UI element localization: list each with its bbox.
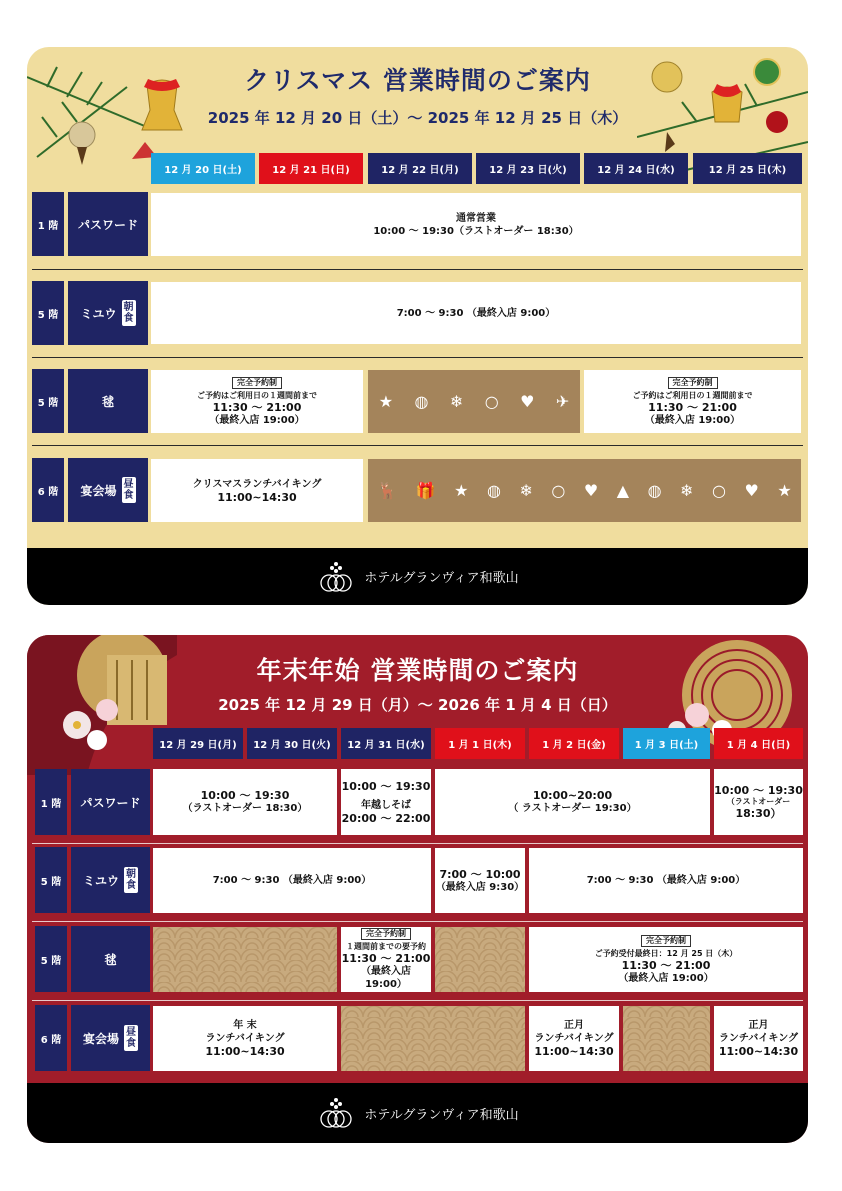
restaurant-name-text: 毬	[104, 952, 117, 967]
heart-icon: ♥	[520, 392, 535, 411]
floor-label: 5 階	[35, 847, 67, 913]
star-icon: ★	[454, 481, 469, 500]
star-icon: ★	[777, 481, 792, 500]
day-header: 12 月 29 日(月)	[153, 728, 243, 759]
hours-text: 11:30 ～ 21:00	[621, 958, 711, 972]
hours-text: 年 末	[233, 1020, 257, 1031]
reservation-tag: 完全予約制	[641, 935, 691, 947]
newyear-hours-panel	[27, 635, 808, 1143]
restaurant-name	[71, 847, 150, 913]
panel-date-range: 2025 年 12 月 20 日（土）～ 2025 年 12 月 25 日（木）	[207, 109, 628, 127]
hours-text: 正月	[748, 1020, 769, 1031]
panel-date-range: 2025 年 12 月 29 日（月）～ 2026 年 1 月 4 日（日）	[218, 696, 617, 714]
reservation-tag: 完全予約制	[668, 377, 718, 389]
hours-text: ランチバイキング	[205, 1033, 285, 1044]
hours-text: 10:00 ～ 19:30（ラストオーダー 18:30）	[373, 225, 579, 237]
hours-note: ご予約受付最終日：12 月 25 日（木）	[594, 948, 738, 958]
restaurant-name-text: 宴会場	[80, 483, 117, 498]
hours-note: （最終入店 9:30）	[435, 881, 525, 893]
meal-badge: 昼食	[126, 1027, 136, 1049]
restaurant-name	[68, 369, 148, 433]
restaurant-name	[68, 192, 148, 256]
reservation-tag: 完全予約制	[361, 928, 411, 940]
closed-cell	[368, 459, 801, 522]
hours-note: １週間前までの要予約	[346, 942, 426, 951]
day-header: 1 月 3 日(土)	[623, 728, 710, 759]
restaurant-name	[71, 926, 150, 992]
christmas-icons	[368, 370, 580, 433]
restaurant-name-text: 毬	[101, 394, 114, 409]
hours-text: 10:00 ～ 19:30	[714, 784, 803, 797]
hours-cell	[151, 282, 801, 344]
row-divider	[32, 269, 803, 270]
hours-note: （最終入店 19:00）	[209, 414, 305, 426]
day-header: 1 月 1 日(木)	[435, 728, 525, 759]
christmas-hours-panel	[27, 47, 808, 605]
row-divider	[32, 843, 803, 844]
hours-cell	[714, 1006, 803, 1071]
footer	[27, 548, 808, 605]
floor-label: 6 階	[35, 1005, 67, 1071]
row-divider	[32, 445, 803, 446]
restaurant-name-text: パスワード	[77, 217, 138, 232]
hours-cell	[529, 848, 803, 913]
hotel-name: ホテルグランヴィア和歌山	[364, 1107, 519, 1123]
hotel-logo-icon	[316, 559, 356, 595]
hours-note: （ラストオーダー	[726, 797, 791, 806]
hours-cell	[584, 370, 801, 433]
circle-icon: ○	[551, 481, 566, 500]
day-header: 12 月 23 日(火)	[476, 153, 580, 184]
hours-text: 7:00 ～ 10:00	[439, 867, 521, 881]
hours-text: 18:30）	[735, 807, 782, 820]
day-header: 12 月 21 日(日)	[259, 153, 363, 184]
restaurant-name	[68, 458, 148, 522]
day-header: 12 月 24 日(水)	[584, 153, 688, 184]
circle-icon: ○	[711, 481, 726, 500]
hours-cell	[435, 848, 525, 913]
day-header: 12 月 30 日(火)	[247, 728, 337, 759]
day-header: 1 月 4 日(日)	[714, 728, 803, 759]
panel-title: クリスマス 営業時間のご案内	[244, 66, 591, 95]
hours-text: 11:00~14:30	[534, 1045, 614, 1058]
hours-note: （ ラストオーダー 19:30）	[508, 803, 637, 814]
hours-text: 11:00~14:30	[217, 490, 297, 504]
hours-note: ご予約はご利用日の１週間前まで	[197, 390, 317, 400]
hours-cell	[153, 1006, 337, 1071]
restaurant-name-text: パスワード	[80, 795, 141, 810]
meal-badge: 昼食	[123, 479, 134, 501]
snowflake-icon: ❄	[519, 481, 533, 500]
footer	[27, 1083, 808, 1143]
hours-text: 正月	[564, 1020, 584, 1031]
day-header: 1 月 2 日(金)	[529, 728, 619, 759]
hours-note: 年越しそば	[361, 799, 411, 811]
hours-text: 11:30 ～ 21:00	[341, 952, 431, 965]
floor-label: 5 階	[35, 926, 67, 992]
floor-label: 5 階	[32, 369, 64, 433]
restaurant-name	[71, 1005, 150, 1071]
hours-text: 20:00 ～ 22:00	[341, 811, 431, 825]
hours-cell	[341, 927, 431, 992]
hours-text: 10:00~20:00	[532, 789, 613, 802]
ornament-icon: ◍	[647, 481, 662, 500]
christmas-icons	[368, 459, 801, 522]
row-divider	[32, 1000, 803, 1001]
hours-text: 11:30 ～ 21:00	[648, 400, 737, 414]
day-header: 12 月 20 日(土)	[151, 153, 255, 184]
day-header: 12 月 25 日(木)	[693, 153, 802, 184]
restaurant-name-text: 宴会場	[82, 1031, 119, 1046]
hotel-name: ホテルグランヴィア和歌山	[364, 571, 519, 586]
meal-badge: 朝食	[126, 869, 136, 891]
hours-cell	[341, 769, 431, 835]
day-header: 12 月 31 日(水)	[341, 728, 431, 759]
hours-cell	[714, 769, 803, 835]
hours-text: 通常営業	[456, 212, 496, 224]
restaurant-name-text: ミユウ	[82, 873, 119, 888]
hours-text: 11:00~14:30	[718, 1045, 799, 1058]
gift-icon: 🎁	[415, 481, 436, 500]
reindeer-icon: 🦌	[377, 481, 398, 500]
closed-cell	[435, 927, 525, 992]
ornament-icon: ◍	[486, 481, 501, 500]
hours-text: ランチバイキング	[718, 1033, 799, 1044]
sleigh-icon: ✈	[555, 392, 570, 411]
panel-title: 年末年始 営業時間のご案内	[256, 656, 579, 685]
hours-cell	[151, 370, 363, 433]
closed-cell	[623, 1006, 710, 1071]
hours-text: ランチバイキング	[534, 1033, 614, 1044]
snowflake-icon: ❄	[449, 392, 464, 411]
tree-icon: ▲	[616, 481, 630, 500]
row-divider	[32, 921, 803, 922]
meal-badge: 朝食	[123, 302, 134, 324]
hours-cell	[151, 459, 363, 522]
hours-cell	[153, 769, 337, 835]
hours-note: （ラストオーダー 18:30）	[182, 803, 308, 814]
snowflake-icon: ❄	[680, 481, 694, 500]
hotel-logo-icon	[316, 1095, 356, 1131]
hours-text: 10:00 ～ 19:30	[341, 779, 431, 793]
hours-text: 7:00 ～ 9:30 （最終入店 9:00）	[586, 875, 746, 886]
hours-text: 11:00~14:30	[205, 1045, 285, 1058]
hours-cell	[529, 927, 803, 992]
floor-label: 1 階	[32, 192, 64, 256]
hours-text: 11:30 ～ 21:00	[212, 400, 302, 414]
star-icon: ★	[378, 392, 394, 411]
hours-cell	[529, 1006, 619, 1071]
hours-note: （最終入店 19:00）	[361, 966, 411, 990]
row-divider	[32, 357, 803, 358]
restaurant-name	[68, 281, 148, 345]
closed-cell	[341, 1006, 525, 1071]
ornament-icon: ◍	[414, 392, 429, 411]
closed-cell	[368, 370, 580, 433]
day-header: 12 月 22 日(月)	[368, 153, 472, 184]
hours-text: 7:00 ～ 9:30 （最終入店 9:00）	[212, 875, 372, 886]
hours-note: （最終入店 19:00）	[644, 414, 741, 426]
floor-label: 5 階	[32, 281, 64, 345]
restaurant-name-text: ミユウ	[80, 306, 117, 321]
restaurant-name	[71, 769, 150, 835]
floor-label: 1 階	[35, 769, 67, 835]
hours-note: （最終入店 19:00）	[618, 972, 714, 984]
circle-icon: ○	[484, 392, 499, 411]
heart-icon: ♥	[744, 481, 759, 500]
heart-icon: ♥	[583, 481, 599, 500]
hours-note: ご予約はご利用日の１週間前まで	[632, 390, 753, 400]
hours-cell	[151, 193, 801, 256]
hours-text: 10:00 ～ 19:30	[200, 789, 290, 802]
hours-text: 7:00 ～ 9:30 （最終入店 9:00）	[396, 307, 556, 319]
hours-text: クリスマスランチバイキング	[192, 478, 322, 490]
hours-cell	[435, 769, 710, 835]
floor-label: 6 階	[32, 458, 64, 522]
closed-cell	[153, 927, 337, 992]
reservation-tag: 完全予約制	[232, 377, 282, 389]
hours-cell	[153, 848, 431, 913]
